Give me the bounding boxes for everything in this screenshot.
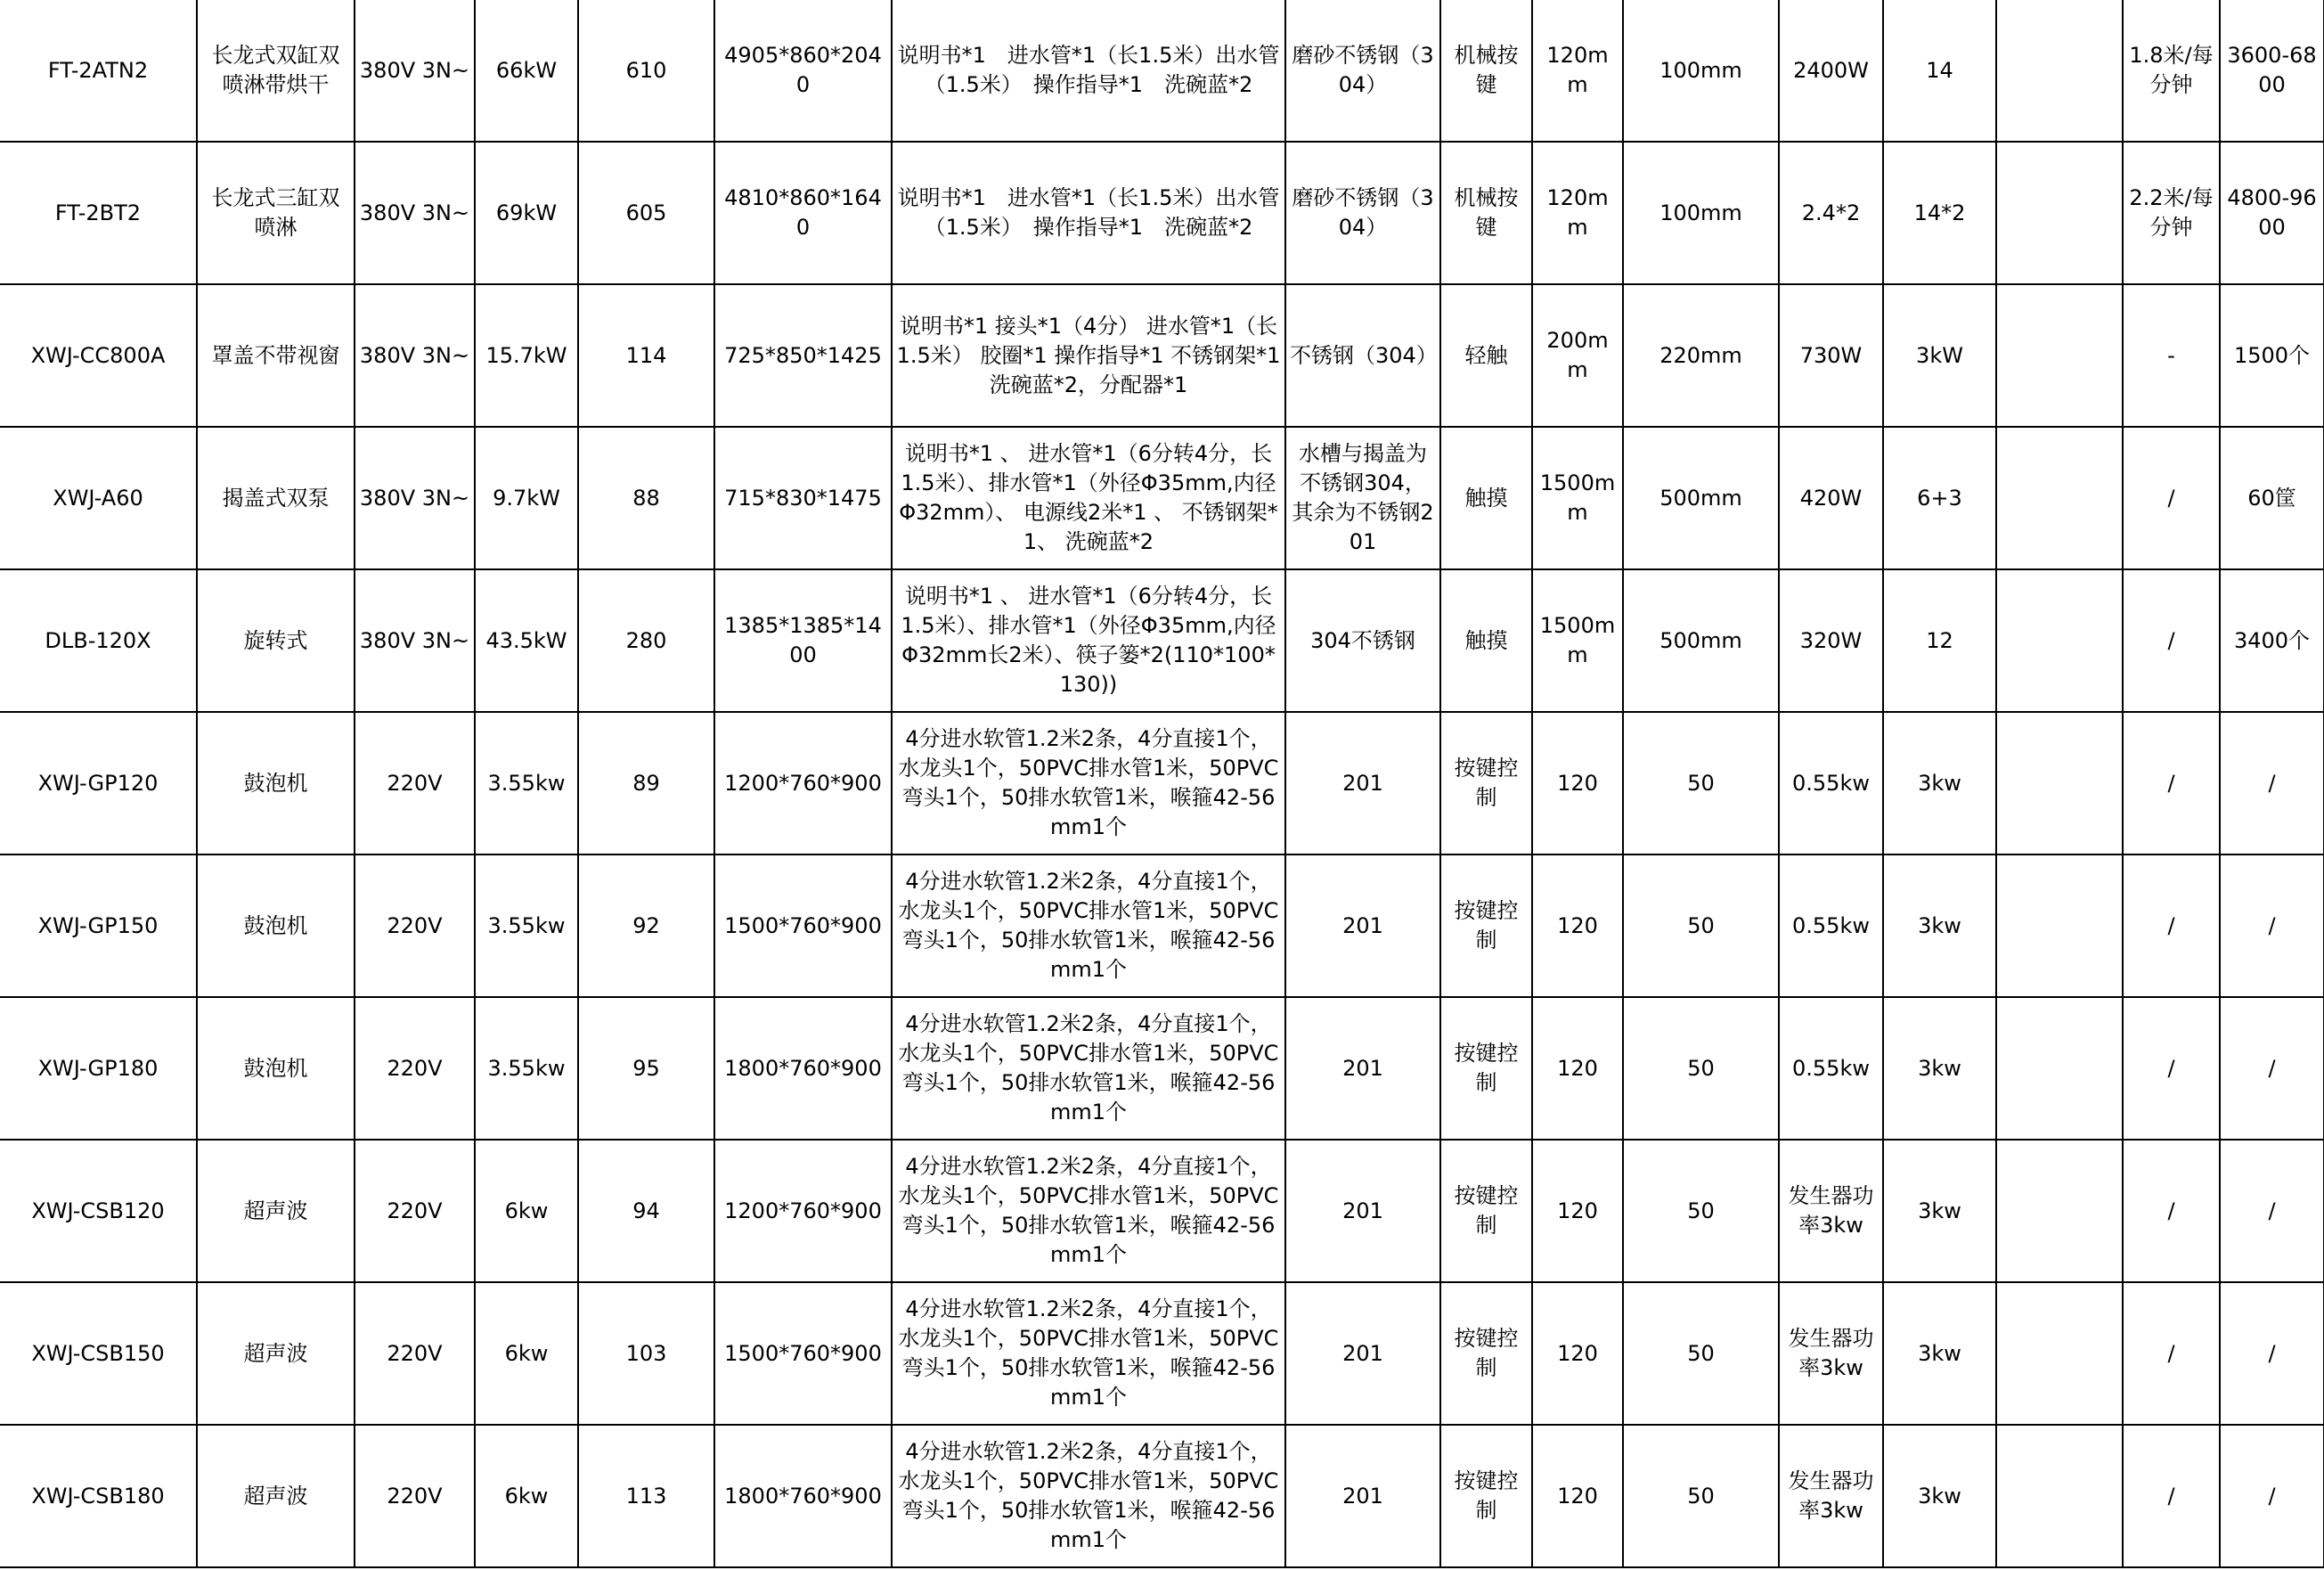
cell-speed: / (2123, 1425, 2220, 1567)
cell-dim-a: 120mm (1532, 0, 1623, 142)
cell-dimensions: 1500*760*900 (714, 1282, 892, 1425)
cell-capacity: / (2220, 712, 2324, 855)
cell-speed: 2.2米/每分钟 (2123, 142, 2220, 284)
cell-control: 触摸 (1440, 427, 1532, 569)
cell-weight: 95 (578, 997, 714, 1140)
cell-accessories: 说明书*1 接头*1（4分） 进水管*1（长1.5米） 胶圈*1 操作指导*1 不锈钢架*1 洗碗蓝*2，分配器*1 (892, 284, 1285, 427)
cell-dimensions: 1200*760*900 (714, 712, 892, 855)
cell-power: 15.7kW (475, 284, 578, 427)
cell-voltage: 380V 3N~ (355, 284, 475, 427)
cell-pump-power: 发生器功率3kw (1779, 1140, 1883, 1282)
cell-type: 长龙式三缸双喷淋 (197, 142, 355, 284)
cell-dim-a: 120mm (1532, 142, 1623, 284)
cell-pump-power: 2400W (1779, 0, 1883, 142)
cell-accessories: 4分进水软管1.2米2条，4分直接1个，水龙头1个，50PVC排水管1米，50PVC弯头1个，50排水软管1米，喉箍42-56mm1个 (892, 1140, 1285, 1282)
cell-heater-power: 3kw (1883, 855, 1996, 997)
cell-dimensions: 725*850*1425 (714, 284, 892, 427)
cell-material: 水槽与揭盖为不锈钢304，其余为不锈钢201 (1285, 427, 1440, 569)
cell-power: 3.55kw (475, 712, 578, 855)
cell-blank (1996, 1140, 2123, 1282)
cell-voltage: 220V (355, 1425, 475, 1567)
cell-material: 201 (1285, 1425, 1440, 1567)
cell-model: DLB-120X (0, 569, 197, 712)
table-row (0, 997, 2324, 1140)
cell-dim-b: 50 (1623, 997, 1779, 1140)
cell-heater-power: 3kw (1883, 1140, 1996, 1282)
cell-model: FT-2BT2 (0, 142, 197, 284)
cell-accessories: 4分进水软管1.2米2条，4分直接1个，水龙头1个，50PVC排水管1米，50PVC弯头1个，50排水软管1米，喉箍42-56mm1个 (892, 1282, 1285, 1425)
cell-dimensions: 1385*1385*1400 (714, 569, 892, 712)
cell-material: 磨砂不锈钢（304） (1285, 0, 1440, 142)
cell-dimensions: 4905*860*2040 (714, 0, 892, 142)
cell-pump-power: 发生器功率3kw (1779, 1425, 1883, 1567)
cell-model: XWJ-CC800A (0, 284, 197, 427)
cell-heater-power: 6+3 (1883, 427, 1996, 569)
cell-pump-power: 发生器功率3kw (1779, 1282, 1883, 1425)
cell-voltage: 380V 3N~ (355, 142, 475, 284)
cell-accessories: 说明书*1 、 进水管*1（6分转4分，长1.5米）、排水管*1（外径Φ35mm,内径Φ32mm）、 电源线2米*1 、 不锈钢架*1、 洗碗蓝*2 (892, 427, 1285, 569)
cell-type: 鼓泡机 (197, 997, 355, 1140)
cell-power: 69kW (475, 142, 578, 284)
cell-blank (1996, 1425, 2123, 1567)
cell-model: XWJ-CSB180 (0, 1425, 197, 1567)
cell-heater-power: 3kw (1883, 997, 1996, 1140)
cell-capacity: / (2220, 1425, 2324, 1567)
cell-accessories: 4分进水软管1.2米2条，4分直接1个，水龙头1个，50PVC排水管1米，50PVC弯头1个，50排水软管1米，喉箍42-56mm1个 (892, 997, 1285, 1140)
cell-model: XWJ-CSB150 (0, 1282, 197, 1425)
cell-speed: - (2123, 284, 2220, 427)
cell-pump-power: 0.55kw (1779, 712, 1883, 855)
cell-material: 201 (1285, 1282, 1440, 1425)
cell-material: 201 (1285, 1140, 1440, 1282)
cell-power: 3.55kw (475, 997, 578, 1140)
cell-accessories: 4分进水软管1.2米2条，4分直接1个，水龙头1个，50PVC排水管1米，50PVC弯头1个，50排水软管1米，喉箍42-56mm1个 (892, 855, 1285, 997)
cell-type: 超声波 (197, 1425, 355, 1567)
cell-capacity: / (2220, 855, 2324, 997)
cell-type: 罩盖不带视窗 (197, 284, 355, 427)
cell-voltage: 220V (355, 855, 475, 997)
cell-model: XWJ-CSB120 (0, 1140, 197, 1282)
cell-dim-a: 200mm (1532, 284, 1623, 427)
cell-capacity: 60筐 (2220, 427, 2324, 569)
cell-speed: / (2123, 1140, 2220, 1282)
cell-control: 按键控制 (1440, 997, 1532, 1140)
cell-pump-power: 0.55kw (1779, 997, 1883, 1140)
table-row (0, 0, 2324, 142)
cell-control: 机械按键 (1440, 0, 1532, 142)
cell-power: 9.7kW (475, 427, 578, 569)
table-row (0, 712, 2324, 855)
table-row (0, 1425, 2324, 1567)
cell-power: 6kw (475, 1282, 578, 1425)
cell-blank (1996, 855, 2123, 997)
cell-speed: 1.8米/每分钟 (2123, 0, 2220, 142)
cell-dimensions: 1800*760*900 (714, 997, 892, 1140)
cell-heater-power: 12 (1883, 569, 1996, 712)
cell-voltage: 380V 3N~ (355, 569, 475, 712)
cell-dim-b: 100mm (1623, 0, 1779, 142)
cell-dim-b: 500mm (1623, 427, 1779, 569)
cell-dim-b: 50 (1623, 712, 1779, 855)
cell-weight: 94 (578, 1140, 714, 1282)
table-row (0, 569, 2324, 712)
cell-speed: / (2123, 855, 2220, 997)
cell-power: 43.5kW (475, 569, 578, 712)
cell-power: 3.55kw (475, 855, 578, 997)
cell-capacity: 1500个 (2220, 284, 2324, 427)
cell-speed: / (2123, 427, 2220, 569)
cell-accessories: 4分进水软管1.2米2条，4分直接1个，水龙头1个，50PVC排水管1米，50PVC弯头1个，50排水软管1米，喉箍42-56mm1个 (892, 1425, 1285, 1567)
cell-speed: / (2123, 712, 2220, 855)
cell-weight: 280 (578, 569, 714, 712)
cell-accessories: 说明书*1 进水管*1（长1.5米）出水管（1.5米） 操作指导*1 洗碗蓝*2 (892, 0, 1285, 142)
cell-accessories: 说明书*1 进水管*1（长1.5米）出水管（1.5米） 操作指导*1 洗碗蓝*2 (892, 142, 1285, 284)
cell-dimensions: 1500*760*900 (714, 855, 892, 997)
cell-material: 201 (1285, 855, 1440, 997)
cell-weight: 103 (578, 1282, 714, 1425)
cell-pump-power: 2.4*2 (1779, 142, 1883, 284)
cell-dimensions: 715*830*1475 (714, 427, 892, 569)
cell-material: 201 (1285, 712, 1440, 855)
cell-dim-a: 120 (1532, 855, 1623, 997)
cell-accessories: 说明书*1 、 进水管*1（6分转4分，长1.5米）、排水管*1（外径Φ35mm,内径Φ32mm长2米）、筷子篓*2(110*100*130)) (892, 569, 1285, 712)
cell-dim-b: 50 (1623, 855, 1779, 997)
cell-dim-b: 220mm (1623, 284, 1779, 427)
cell-dim-b: 50 (1623, 1425, 1779, 1567)
cell-dim-b: 50 (1623, 1140, 1779, 1282)
cell-weight: 113 (578, 1425, 714, 1567)
cell-heater-power: 3kw (1883, 712, 1996, 855)
cell-control: 轻触 (1440, 284, 1532, 427)
cell-control: 按键控制 (1440, 1282, 1532, 1425)
cell-model: XWJ-GP150 (0, 855, 197, 997)
cell-weight: 605 (578, 142, 714, 284)
cell-control: 按键控制 (1440, 1140, 1532, 1282)
cell-heater-power: 14 (1883, 0, 1996, 142)
cell-type: 鼓泡机 (197, 855, 355, 997)
cell-type: 旋转式 (197, 569, 355, 712)
cell-type: 超声波 (197, 1282, 355, 1425)
cell-pump-power: 0.55kw (1779, 855, 1883, 997)
cell-capacity: 4800-9600 (2220, 142, 2324, 284)
table-row (0, 1282, 2324, 1425)
cell-voltage: 220V (355, 1282, 475, 1425)
cell-voltage: 380V 3N~ (355, 0, 475, 142)
cell-dim-b: 500mm (1623, 569, 1779, 712)
cell-weight: 88 (578, 427, 714, 569)
cell-dim-a: 120 (1532, 1282, 1623, 1425)
cell-material: 201 (1285, 997, 1440, 1140)
cell-voltage: 220V (355, 1140, 475, 1282)
cell-dim-a: 1500mm (1532, 427, 1623, 569)
cell-weight: 89 (578, 712, 714, 855)
cell-blank (1996, 142, 2123, 284)
cell-pump-power: 420W (1779, 427, 1883, 569)
cell-blank (1996, 569, 2123, 712)
cell-pump-power: 730W (1779, 284, 1883, 427)
table-row (0, 284, 2324, 427)
cell-blank (1996, 1282, 2123, 1425)
cell-heater-power: 3kW (1883, 284, 1996, 427)
cell-type: 超声波 (197, 1140, 355, 1282)
cell-accessories: 4分进水软管1.2米2条，4分直接1个，水龙头1个，50PVC排水管1米，50PVC弯头1个，50排水软管1米，喉箍42-56mm1个 (892, 712, 1285, 855)
cell-voltage: 220V (355, 997, 475, 1140)
cell-model: XWJ-GP120 (0, 712, 197, 855)
table-row (0, 142, 2324, 284)
cell-blank (1996, 712, 2123, 855)
cell-type: 鼓泡机 (197, 712, 355, 855)
cell-pump-power: 320W (1779, 569, 1883, 712)
cell-dim-a: 1500mm (1532, 569, 1623, 712)
cell-control: 按键控制 (1440, 855, 1532, 997)
table-row (0, 855, 2324, 997)
cell-dim-a: 120 (1532, 712, 1623, 855)
cell-power: 6kw (475, 1425, 578, 1567)
cell-material: 磨砂不锈钢（304） (1285, 142, 1440, 284)
cell-power: 6kw (475, 1140, 578, 1282)
cell-type: 揭盖式双泵 (197, 427, 355, 569)
cell-dimensions: 1800*760*900 (714, 1425, 892, 1567)
cell-dim-a: 120 (1532, 997, 1623, 1140)
cell-blank (1996, 284, 2123, 427)
cell-dim-b: 100mm (1623, 142, 1779, 284)
cell-weight: 92 (578, 855, 714, 997)
cell-capacity: / (2220, 1140, 2324, 1282)
cell-weight: 114 (578, 284, 714, 427)
cell-power: 66kW (475, 0, 578, 142)
cell-heater-power: 3kw (1883, 1425, 1996, 1567)
cell-capacity: 3600-6800 (2220, 0, 2324, 142)
cell-model: XWJ-GP180 (0, 997, 197, 1140)
cell-control: 按键控制 (1440, 712, 1532, 855)
cell-material: 不锈钢（304） (1285, 284, 1440, 427)
cell-type: 长龙式双缸双喷淋带烘干 (197, 0, 355, 142)
cell-speed: / (2123, 1282, 2220, 1425)
cell-model: FT-2ATN2 (0, 0, 197, 142)
cell-blank (1996, 0, 2123, 142)
cell-blank (1996, 997, 2123, 1140)
cell-capacity: 3400个 (2220, 569, 2324, 712)
cell-voltage: 380V 3N~ (355, 427, 475, 569)
cell-voltage: 220V (355, 712, 475, 855)
cell-dimensions: 1200*760*900 (714, 1140, 892, 1282)
cell-dimensions: 4810*860*1640 (714, 142, 892, 284)
cell-dim-a: 120 (1532, 1140, 1623, 1282)
table-row (0, 427, 2324, 569)
cell-material: 304不锈钢 (1285, 569, 1440, 712)
cell-dim-b: 50 (1623, 1282, 1779, 1425)
cell-speed: / (2123, 569, 2220, 712)
table-row (0, 1140, 2324, 1282)
cell-dim-a: 120 (1532, 1425, 1623, 1567)
cell-blank (1996, 427, 2123, 569)
cell-heater-power: 14*2 (1883, 142, 1996, 284)
cell-heater-power: 3kw (1883, 1282, 1996, 1425)
cell-control: 按键控制 (1440, 1425, 1532, 1567)
cell-capacity: / (2220, 997, 2324, 1140)
cell-model: XWJ-A60 (0, 427, 197, 569)
cell-weight: 610 (578, 0, 714, 142)
cell-control: 机械按键 (1440, 142, 1532, 284)
cell-control: 触摸 (1440, 569, 1532, 712)
cell-capacity: / (2220, 1282, 2324, 1425)
cell-speed: / (2123, 997, 2220, 1140)
